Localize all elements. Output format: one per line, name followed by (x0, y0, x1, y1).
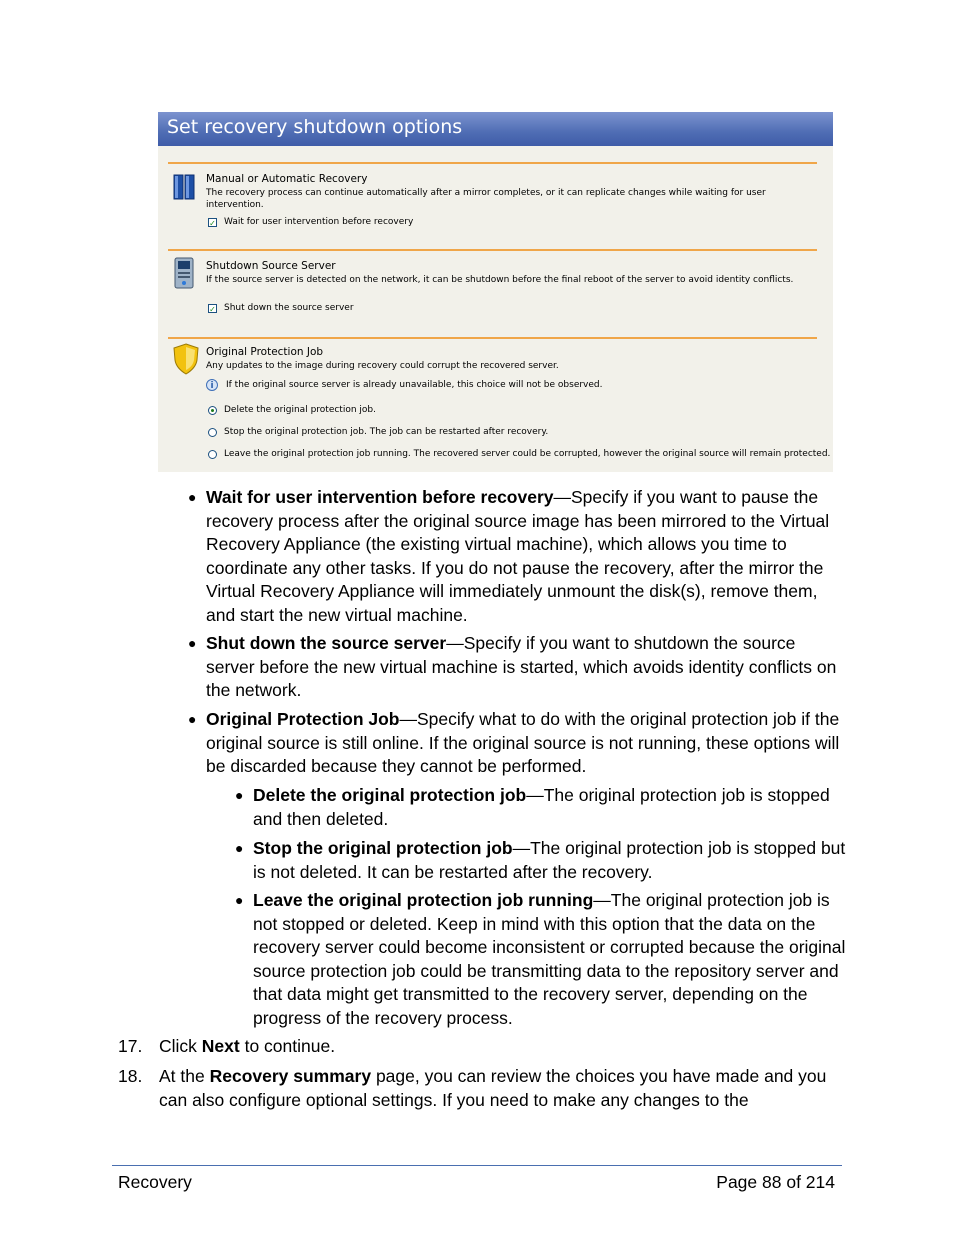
radio-label: Leave the original protection job running. The recovered server could be corrupted, however the original source will remain protected. (224, 449, 831, 459)
footer-divider (112, 1165, 842, 1166)
radio-label: Stop the original protection job. The job can be restarted after recovery. (224, 427, 549, 437)
section-divider (168, 337, 817, 339)
section-manual-automatic (168, 162, 817, 252)
step-text-pre: At the (159, 1066, 210, 1086)
radio-stop-job[interactable] (208, 427, 548, 437)
shutdown-source-checkbox[interactable] (208, 303, 354, 313)
bullet-term: Leave the original protection job running (253, 890, 594, 910)
bullet-text: —The original protection job is stopped but is not deleted. It can be restarted after the recovery. (253, 838, 846, 882)
bullet-dot: ● (235, 892, 244, 908)
checkbox-checked[interactable]: ✓ (209, 218, 216, 228)
section-description: If the source server is detected on the network, it can be shutdown before the final reboot of the server to avoid identity conflicts. (206, 275, 794, 285)
section-divider (168, 162, 817, 164)
section-divider (168, 249, 817, 251)
section-original-protection-job (168, 337, 831, 472)
footer-page-number: Page 88 of 214 (716, 1172, 835, 1192)
bullet-term: Shut down the source server (206, 633, 447, 653)
bullet-dot: ● (235, 787, 244, 803)
section-heading: Manual or Automatic Recovery (206, 173, 368, 185)
section-description: The recovery process can continue automatically after a mirror completes, or it can replicate changes while waiting for user intervention. (206, 188, 766, 210)
radio-selected[interactable] (208, 406, 217, 415)
checkbox-label: Wait for user intervention before recovery (224, 217, 414, 227)
radio-leave-job-running[interactable] (208, 449, 830, 459)
recovery-shutdown-screenshot (158, 112, 833, 472)
bullet-term: Delete the original protection job (253, 785, 527, 805)
bullet-dot: ● (188, 489, 197, 505)
bullet-text: —The original protection job is not stopped or deleted. Keep in mind with this option that the data on the recovery server could become inconsistent or corrupted because the original source protection job could be transmitting data to the repository server and that data might get transmitted to the recovery server, depending on the progress of the recovery process. (253, 890, 846, 1028)
step-text-bold: Recovery summary (209, 1066, 372, 1086)
step-text-post: to continue. (239, 1036, 336, 1056)
radio-unselected[interactable] (208, 450, 217, 459)
subbullet-leave-job-running (235, 889, 846, 1030)
section-heading: Original Protection Job (206, 346, 324, 358)
bullet-text: —Specify if you want to pause the recovery process after the original source image has been mirrored to the Virtual Recovery Appliance (the existing virtual machine), which allows you time to coordinate any other tasks. If you do not pause the recovery, after the mirror the Virtual Recovery Appliance will immediately unmount the disk(s), remove them, and start the new virtual machine. (206, 487, 830, 625)
footer-section-name: Recovery (118, 1172, 192, 1192)
radio-label: Delete the original protection job. (224, 405, 376, 415)
info-text: If the original source server is already unavailable, this choice will not be observed. (226, 380, 603, 390)
section-shutdown-source (168, 249, 817, 337)
dialog-title: Set recovery shutdown options (158, 112, 833, 146)
bullet-dot: ● (188, 635, 197, 651)
radio-delete-job[interactable] (208, 405, 376, 415)
section-description: Any updates to the image during recovery could corrupt the recovered server. (206, 361, 559, 371)
bullet-wait-intervention (188, 486, 846, 627)
bullet-term: Stop the original protection job (253, 838, 513, 858)
bullet-term: Wait for user intervention before recovery (206, 487, 554, 507)
section-heading: Shutdown Source Server (206, 260, 336, 272)
info-icon: i (206, 379, 218, 391)
wait-intervention-checkbox[interactable] (208, 217, 413, 227)
info-note (206, 379, 603, 391)
bullet-text: —The original protection job is stopped and then deleted. (253, 785, 830, 829)
subbullet-stop-job (235, 837, 846, 884)
server-icon (173, 257, 195, 293)
step-18 (118, 1065, 844, 1112)
bullet-text: —Specify if you want to shutdown the source server before the new virtual machine is started, which avoids identity conflicts on the network. (206, 633, 837, 700)
bullet-original-protection-job (188, 708, 846, 779)
bullet-dot: ● (235, 840, 244, 856)
step-text-post: page, you can review the choices you have made and you can also configure optional settings. If you need to make any changes to the (159, 1066, 827, 1110)
bullet-text: —Specify what to do with the original protection job if the original source is still online. If the original source is not running, these options will be discarded because they cannot be performed. (206, 709, 840, 776)
bullet-dot: ● (188, 711, 197, 727)
step-text-bold: Next (201, 1036, 240, 1056)
subbullet-delete-job (235, 784, 846, 831)
shield-icon (173, 343, 199, 379)
bullet-term: Original Protection Job (206, 709, 400, 729)
bullet-shutdown-source (188, 632, 846, 703)
step-number: 18. (118, 1066, 143, 1086)
checkbox-checked[interactable]: ✓ (209, 304, 216, 314)
checkbox-label: Shut down the source server (224, 303, 354, 313)
radio-unselected[interactable] (208, 428, 217, 437)
step-17 (118, 1035, 844, 1059)
step-number: 17. (118, 1036, 143, 1056)
columns-icon (173, 174, 195, 204)
step-text-pre: Click (159, 1036, 202, 1056)
